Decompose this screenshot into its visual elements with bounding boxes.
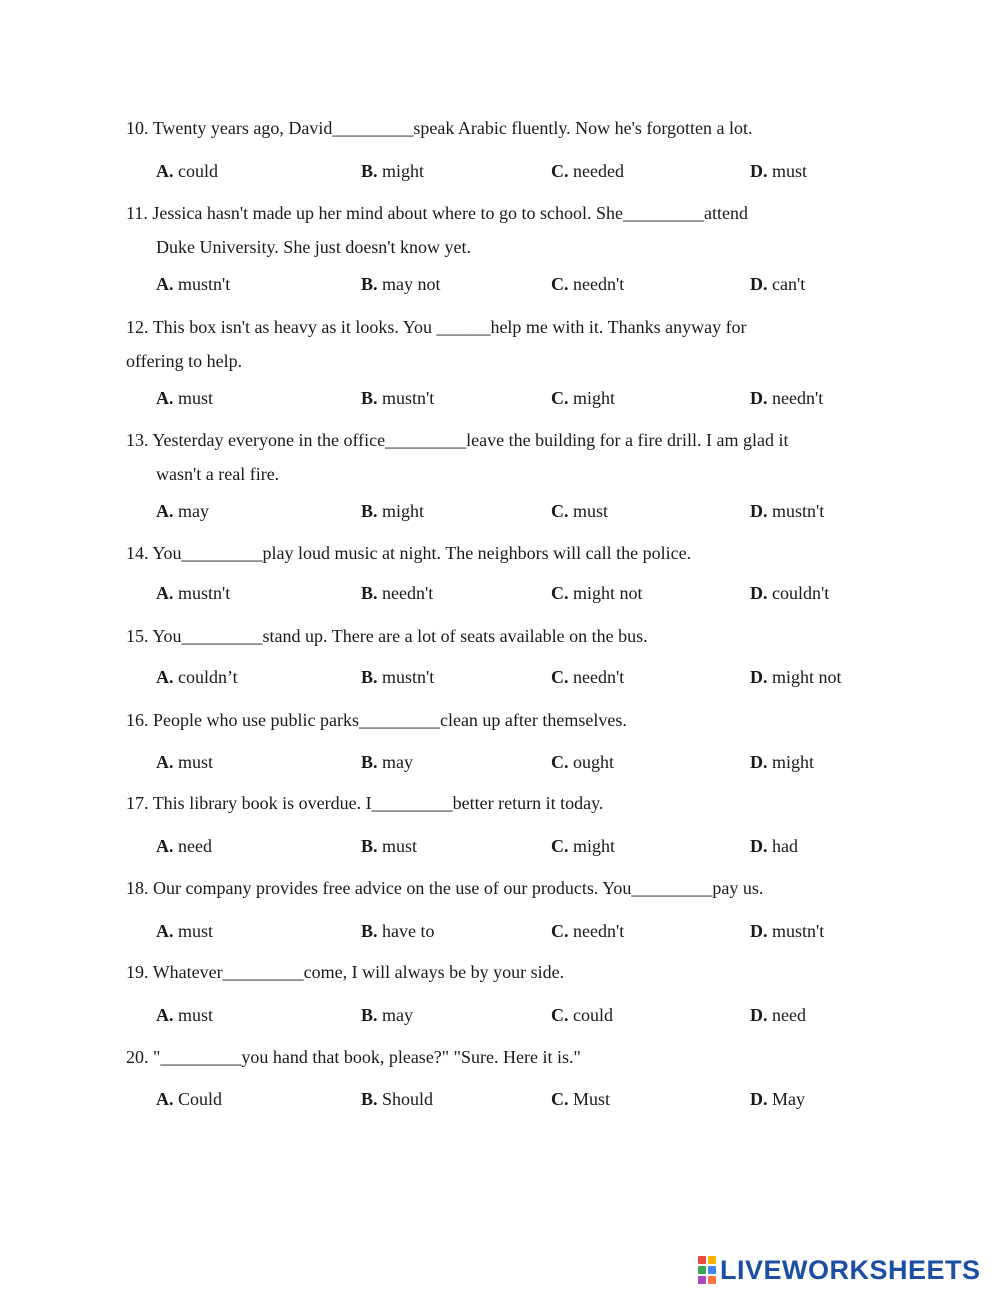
logo-text: LIVEWORKSHEETS	[720, 1254, 981, 1285]
question-number: 11.	[126, 203, 148, 223]
logo-block	[708, 1266, 716, 1274]
options-15	[0, 662, 1000, 692]
options-17	[0, 831, 1000, 861]
option-text: may	[178, 501, 209, 521]
option-text: might	[382, 161, 425, 181]
question-text: Jessica hasn't made up her mind about where to go to school. She_________attend	[152, 203, 748, 223]
option-d[interactable]	[750, 269, 805, 299]
option-letter: A.	[156, 583, 174, 603]
option-text: couldn't	[772, 583, 830, 603]
option-c[interactable]	[551, 496, 608, 526]
option-letter: A.	[156, 667, 174, 687]
options-13	[0, 496, 1000, 526]
option-text: mustn't	[772, 501, 825, 521]
option-a[interactable]	[156, 156, 218, 186]
question-text: This box isn't as heavy as it looks. You ______help me with it. Thanks anyway for	[152, 317, 747, 337]
option-text: needn't	[573, 667, 625, 687]
question-10	[126, 111, 866, 145]
option-a[interactable]	[156, 831, 212, 861]
option-letter: B.	[361, 161, 378, 181]
option-d[interactable]	[750, 747, 814, 777]
option-letter: C.	[551, 921, 569, 941]
option-letter: D.	[750, 921, 768, 941]
option-letter: A.	[156, 921, 174, 941]
option-letter: C.	[551, 388, 569, 408]
question-text: "_________you hand that book, please?" "Sure. Here it is."	[153, 1047, 581, 1067]
options-18	[0, 916, 1000, 946]
option-text: mustn't	[382, 667, 435, 687]
option-letter: C.	[551, 161, 569, 181]
option-c[interactable]	[551, 578, 643, 608]
question-12	[126, 310, 866, 378]
option-letter: A.	[156, 752, 174, 772]
options-14	[0, 578, 1000, 608]
option-letter: C.	[551, 1005, 569, 1025]
option-d[interactable]	[750, 496, 824, 526]
option-d[interactable]	[750, 383, 823, 413]
option-letter: A.	[156, 388, 174, 408]
option-letter: C.	[551, 1089, 569, 1109]
option-text: Could	[178, 1089, 223, 1109]
option-d[interactable]	[750, 578, 829, 608]
option-letter: D.	[750, 836, 768, 856]
question-14	[126, 536, 866, 570]
option-b[interactable]	[361, 662, 434, 692]
option-text: need	[178, 836, 212, 856]
option-letter: D.	[750, 1005, 768, 1025]
option-letter: A.	[156, 161, 174, 181]
option-d[interactable]	[750, 156, 807, 186]
option-text: might	[573, 388, 616, 408]
option-a[interactable]	[156, 496, 209, 526]
question-text: Twenty years ago, David_________speak Arabic fluently. Now he's forgotten a lot.	[152, 118, 753, 138]
option-letter: A.	[156, 1005, 174, 1025]
option-letter: B.	[361, 583, 378, 603]
option-text: can't	[772, 274, 806, 294]
options-16	[0, 747, 1000, 777]
option-text: Must	[573, 1089, 611, 1109]
option-letter: C.	[551, 752, 569, 772]
option-letter: B.	[361, 921, 378, 941]
option-letter: A.	[156, 274, 174, 294]
option-a[interactable]	[156, 383, 213, 413]
option-text: had	[772, 836, 798, 856]
option-b[interactable]	[361, 1084, 433, 1114]
question-text: Whatever_________come, I will always be by your side.	[152, 962, 565, 982]
question-text: Yesterday everyone in the office_________leave the building for a fire drill. I am glad it	[152, 430, 789, 450]
option-d[interactable]	[750, 916, 824, 946]
logo-block	[698, 1256, 706, 1264]
question-16	[126, 703, 866, 737]
option-b[interactable]	[361, 1000, 413, 1030]
option-text: needn't	[573, 921, 625, 941]
option-b[interactable]	[361, 916, 435, 946]
option-text: ought	[573, 752, 615, 772]
option-letter: B.	[361, 388, 378, 408]
option-letter: D.	[750, 161, 768, 181]
option-d[interactable]	[750, 1084, 805, 1114]
question-text-continued: Duke University. She just doesn't know yet.	[156, 237, 472, 257]
option-c[interactable]	[551, 1000, 613, 1030]
option-a[interactable]	[156, 578, 230, 608]
option-letter: D.	[750, 752, 768, 772]
question-text: People who use public parks_________clean up after themselves.	[153, 710, 627, 730]
question-number: 19.	[126, 962, 149, 982]
option-text: might not	[772, 667, 842, 687]
question-18	[126, 871, 866, 905]
option-letter: A.	[156, 501, 174, 521]
option-text: might	[772, 752, 815, 772]
option-letter: C.	[551, 836, 569, 856]
options-10	[0, 156, 1000, 186]
logo-block	[708, 1276, 716, 1284]
options-11	[0, 269, 1000, 299]
logo-block	[698, 1266, 706, 1274]
logo-block	[698, 1276, 706, 1284]
logo-block	[708, 1256, 716, 1264]
question-number: 14.	[126, 543, 149, 563]
option-text: may	[382, 1005, 414, 1025]
question-text: Our company provides free advice on the use of our products. You_________pay us.	[153, 878, 764, 898]
option-c[interactable]	[551, 156, 624, 186]
option-letter: A.	[156, 1089, 174, 1109]
options-19	[0, 1000, 1000, 1030]
option-b[interactable]	[361, 496, 424, 526]
option-a[interactable]	[156, 269, 230, 299]
option-text: must	[178, 1005, 214, 1025]
option-letter: D.	[750, 501, 768, 521]
question-11	[126, 196, 866, 264]
option-text: must	[178, 388, 214, 408]
question-number: 10.	[126, 118, 149, 138]
logo-blocks-icon	[698, 1256, 716, 1284]
option-c[interactable]	[551, 269, 624, 299]
option-letter: C.	[551, 274, 569, 294]
option-d[interactable]	[750, 831, 798, 861]
option-b[interactable]	[361, 578, 433, 608]
question-15	[126, 619, 866, 653]
question-19	[126, 955, 866, 989]
option-letter: D.	[750, 1089, 768, 1109]
option-text: must	[178, 752, 214, 772]
option-text: May	[772, 1089, 805, 1109]
option-text: needn't	[573, 274, 625, 294]
question-number: 12.	[126, 317, 149, 337]
option-letter: B.	[361, 1089, 378, 1109]
option-letter: D.	[750, 388, 768, 408]
option-letter: B.	[361, 836, 378, 856]
option-b[interactable]	[361, 383, 434, 413]
option-d[interactable]	[750, 1000, 806, 1030]
question-text-continued: offering to help.	[126, 351, 243, 371]
option-letter: C.	[551, 583, 569, 603]
option-text: must	[573, 501, 609, 521]
question-number: 15.	[126, 626, 149, 646]
question-text-continued: wasn't a real fire.	[156, 464, 280, 484]
question-13	[126, 423, 866, 491]
option-letter: B.	[361, 501, 378, 521]
option-text: mustn't	[772, 921, 825, 941]
option-b[interactable]	[361, 831, 417, 861]
question-number: 17.	[126, 793, 149, 813]
option-c[interactable]	[551, 662, 624, 692]
options-20	[0, 1084, 1000, 1114]
option-text: might	[382, 501, 425, 521]
question-text: This library book is overdue. I_________better return it today.	[152, 793, 604, 813]
option-text: needed	[573, 161, 624, 181]
option-c[interactable]	[551, 383, 615, 413]
option-c[interactable]	[551, 916, 624, 946]
option-text: needn't	[772, 388, 824, 408]
option-letter: C.	[551, 667, 569, 687]
option-letter: D.	[750, 667, 768, 687]
option-d[interactable]	[750, 662, 842, 692]
option-a[interactable]	[156, 747, 213, 777]
option-text: may not	[382, 274, 441, 294]
option-letter: B.	[361, 752, 378, 772]
option-letter: B.	[361, 1005, 378, 1025]
option-b[interactable]	[361, 747, 413, 777]
option-text: must	[178, 921, 214, 941]
question-number: 16.	[126, 710, 149, 730]
option-text: must	[772, 161, 808, 181]
option-text: mustn't	[178, 583, 231, 603]
option-text: mustn't	[178, 274, 231, 294]
option-text: might	[573, 836, 616, 856]
option-text: could	[178, 161, 218, 181]
question-20	[126, 1040, 866, 1074]
option-letter: D.	[750, 274, 768, 294]
question-17	[126, 786, 866, 820]
question-text: You_________stand up. There are a lot of seats available on the bus.	[152, 626, 648, 646]
option-letter: D.	[750, 583, 768, 603]
option-b[interactable]	[361, 269, 441, 299]
option-text: could	[573, 1005, 613, 1025]
question-number: 18.	[126, 878, 149, 898]
option-letter: A.	[156, 836, 174, 856]
question-number: 20.	[126, 1047, 149, 1067]
option-c[interactable]	[551, 747, 614, 777]
option-a[interactable]	[156, 916, 213, 946]
option-text: need	[772, 1005, 806, 1025]
option-letter: B.	[361, 667, 378, 687]
option-a[interactable]	[156, 1084, 222, 1114]
option-letter: B.	[361, 274, 378, 294]
option-a[interactable]	[156, 662, 238, 692]
option-text: have to	[382, 921, 435, 941]
option-text: needn't	[382, 583, 434, 603]
option-a[interactable]	[156, 1000, 213, 1030]
option-text: Should	[382, 1089, 434, 1109]
question-text: You_________play loud music at night. The neighbors will call the police.	[152, 543, 692, 563]
options-12	[0, 383, 1000, 413]
option-text: might not	[573, 583, 643, 603]
option-letter: C.	[551, 501, 569, 521]
liveworksheets-logo	[698, 1255, 981, 1285]
option-text: must	[382, 836, 418, 856]
option-c[interactable]	[551, 831, 615, 861]
option-c[interactable]	[551, 1084, 610, 1114]
question-number: 13.	[126, 430, 149, 450]
option-text: may	[382, 752, 414, 772]
option-text: mustn't	[382, 388, 435, 408]
option-b[interactable]	[361, 156, 424, 186]
option-text: couldn’t	[178, 667, 238, 687]
